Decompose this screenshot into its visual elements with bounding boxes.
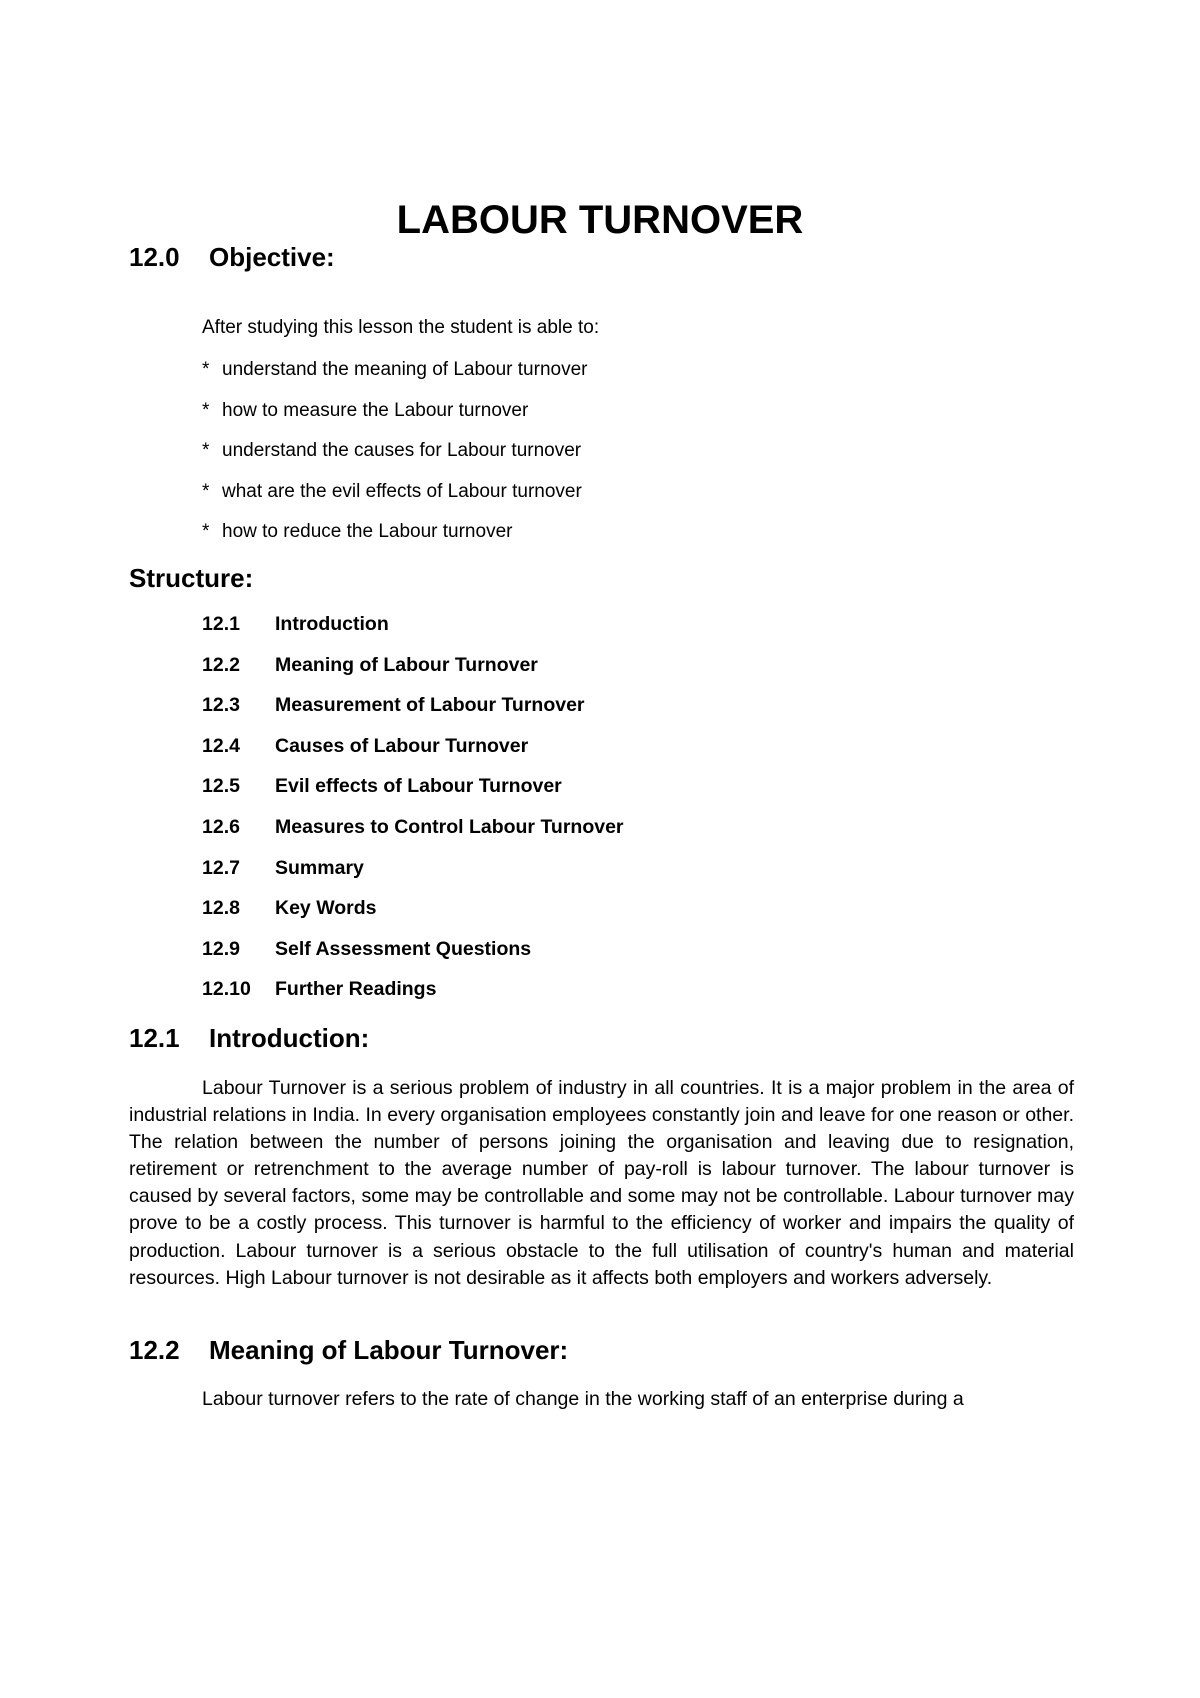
toc-item: 12.2 Meaning of Labour Turnover: [202, 653, 538, 676]
toc-item: 12.4 Causes of Labour Turnover: [202, 734, 529, 757]
toc-item: 12.1 Introduction: [202, 613, 389, 635]
toc-item: 12.5 Evil effects of Labour Turnover: [202, 775, 562, 798]
meaning-heading-text: Meaning of Labour Turnover:: [209, 1335, 569, 1365]
toc-item: 12.8 Key Words: [202, 897, 377, 920]
objective-list: [202, 357, 587, 560]
introduction-number: 12.1: [129, 1023, 180, 1053]
objective-heading-text: Objective:: [209, 242, 335, 272]
introduction-heading: [129, 1021, 369, 1055]
structure-list: [202, 611, 624, 1017]
bullet-marker: *: [202, 440, 210, 462]
toc-item: 12.3 Measurement of Labour Turnover: [202, 694, 585, 717]
meaning-heading: [129, 1333, 568, 1367]
bullet-marker: *: [202, 399, 210, 421]
toc-item: 12.6 Measures to Control Labour Turnover: [202, 815, 624, 838]
list-item: * what are the evil effects of Labour turnover: [202, 479, 587, 520]
objective-heading: [129, 240, 335, 274]
bullet-marker: *: [202, 480, 210, 502]
structure-heading: Structure:: [129, 563, 254, 593]
bullet-marker: *: [202, 359, 210, 380]
objective-intro: After studying this lesson the student is able to:: [202, 317, 600, 338]
toc-item: 12.10 Further Readings: [202, 978, 437, 1001]
introduction-paragraph: Labour Turnover is a serious problem of industry in all countries. It is a major problem in the area of industrial relations in India. In every organisation employees constantly join and leave for one reason or other. The relation between the number of persons joining the organisation and leaving due to resignation, retirement or retrenchment to the average number of pay-roll is labour turnover. The labour turnover is caused by several factors, some may be controllable and some may not be controllable. Labour turnover may prove to be a costly process. This turnover is harmful to the efficiency of worker and impairs the quality of production. Labour turnover is a serious obstacle to the full utilisation of country's human and material resources. High Labour turnover is not desirable as it affects both employers and workers adversely.: [129, 1077, 1074, 1289]
list-item: * understand the causes for Labour turnover: [202, 438, 587, 479]
list-item: * how to measure the Labour turnover: [202, 398, 587, 439]
bullet-marker: *: [202, 521, 210, 543]
objective-number: 12.0: [129, 242, 180, 272]
toc-item: 12.7 Summary: [202, 856, 364, 879]
list-item: * understand the meaning of Labour turnover: [202, 357, 587, 398]
introduction-heading-text: Introduction:: [209, 1023, 370, 1053]
toc-item: 12.9 Self Assessment Questions: [202, 937, 532, 960]
meaning-paragraph: Labour turnover refers to the rate of change in the working staff of an enterprise during a: [202, 1388, 964, 1410]
page-title: LABOUR TURNOVER: [396, 198, 804, 242]
meaning-number: 12.2: [129, 1335, 180, 1365]
list-item: * how to reduce the Labour turnover: [202, 519, 587, 560]
